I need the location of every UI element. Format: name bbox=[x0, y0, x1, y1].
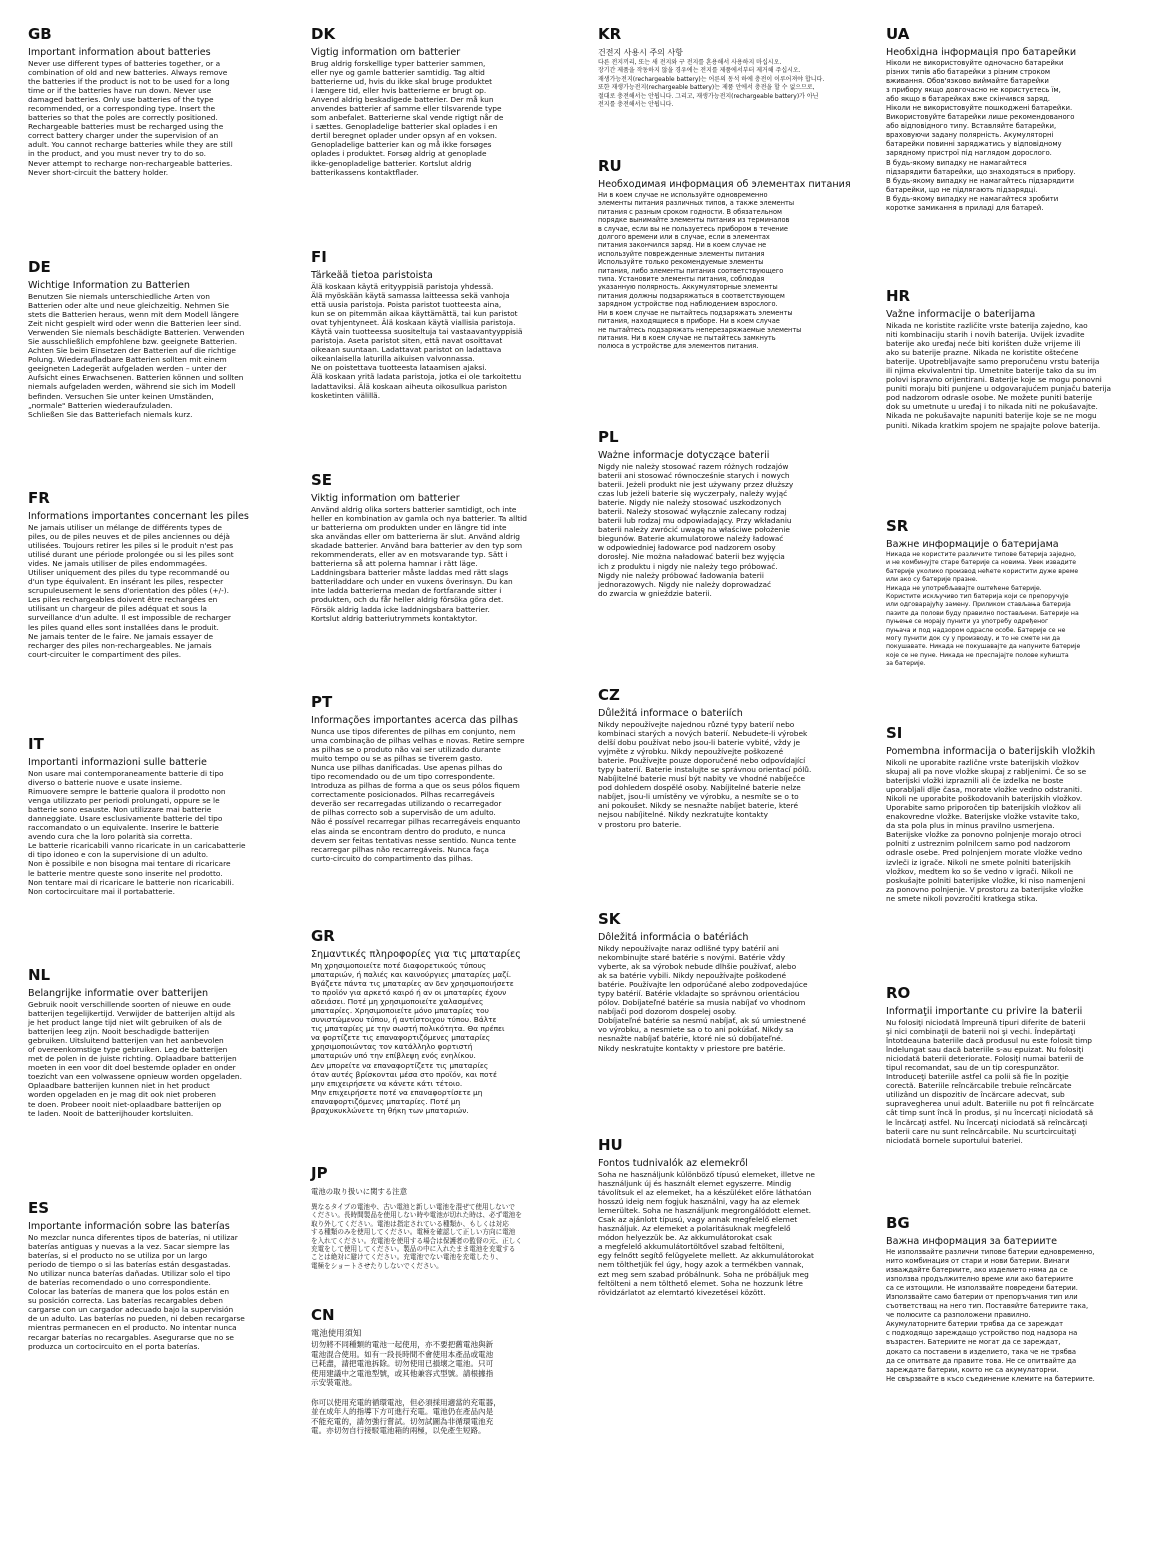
section-title: Važne informacije o baterijama bbox=[886, 309, 1036, 320]
section-it bbox=[28, 736, 246, 896]
section-body: Soha ne használjunk különböző típusú elemeket, illetve ne használjunk új és használt elemet egyszerre. Mindig távolítsuk el az elemeket, ha a készüléket előre láthatóan hosszú ideig nem fogjuk használni, vagy ha az elemek lemerültek. Soha ne használjunk megrongálódott elemet. Csak az ajánlott típusú, vagy annak megfelelő elemet használjuk. Az elemeket a polaritásuknak megfelelő módon helyezzük be. Az akkumulátorokat csak a megfelelő akkumulátortöltővel szabad feltölteni, egy felnőtt segítő felügyelete mellett. Az akkumulátorokat nem tölthetjük fel úgy, hogy azok a termékben vannak, ezt meg sem szabad próbálnunk. Soha ne próbáljuk meg feltölteni a nem tölthető elemet. Soha ne hozzunk létre rövidzárlatot az elemtartó kivezetései között. bbox=[598, 1170, 815, 1297]
language-code: PL bbox=[598, 428, 619, 446]
language-code: SE bbox=[311, 471, 333, 489]
section-title: Informações importantes acerca das pilhas bbox=[311, 715, 518, 726]
section-body: No mezclar nunca diferentes tipos de baterías, ni utilizar baterías antiguas y nuevas a la vez. Sacar siempre las baterías, si el producto no se utiliza por un largo periodo de tiempo o si las baterías están desgastadas. No utilizar nunca baterías dañadas. Utilizar solo el tipo de baterías recomendado o uno correspondiente. Colocar las baterías de manera que los polos están en su posición correcta. Las baterías recargables deben cargarse con un cargador adecuado bajo la supervisión de un adulto. Las baterías no pueden, ni deben recargarse mientras permanecen en el producto. No intentar nunca recargar baterías no recargables. Asegurarse que no se produzca un cortocircuito en el porta baterías. bbox=[28, 1233, 245, 1351]
section-title: Importanti informazioni sulle batterie bbox=[28, 757, 207, 768]
language-code: SK bbox=[598, 910, 621, 928]
language-code: PT bbox=[311, 693, 333, 711]
section-bg bbox=[886, 1215, 1095, 1384]
language-code: SR bbox=[886, 517, 909, 535]
section-body: Nikdy nepoužívajte naraz odlišné typy batérií ani nekombinujte staré batérie s novými. Batérie vždy vyberte, ak sa výrobok nebude dlhšie používať, alebo ak sa batérie vybili. Nikdy nepoužívajte poškodené batérie. Používajte len odporúčané alebo zodpovedajúce typy batérií. Batérie vkladajte so správnou orientáciou pólov. Dobíjateľné batérie sa musia nabíjať vo vhodnom nabíjači pod dozorom dospelej osoby. Dobíjateľné batérie sa nesmú nabíjať, ak sú umiestnené vo výrobku, a nesmiete sa o to ani pokúšať. Nikdy sa nesnažte nabíjať batérie, ktoré nie sú dobíjateľné. Nikdy neskratujte kontakty v priestore pre batérie. bbox=[598, 944, 808, 1053]
section-gb bbox=[28, 26, 233, 177]
section-nl bbox=[28, 967, 242, 1118]
column-1 bbox=[28, 0, 290, 1565]
section-title: Важна информация за батериите bbox=[886, 1236, 1058, 1247]
section-dk bbox=[311, 26, 503, 177]
language-code: KR bbox=[598, 25, 622, 43]
section-body: Nikoli ne uporabite različne vrste baterijskih vložkov skupaj ali pa nove vložke skupaj z rabljenimi. Če so se baterijski vložki izpraznili ali če izdelka ne boste uporabljali dlje časa, morate vložke vedno odstraniti. Nikoli ne uporabite poškodovanih baterijskih vložkov. Uporabite samo priporočen tip baterijskih vložkov ali enakovredne vložke. Baterijske vložke vstavite tako, da sta pola plus in minus pravilno usmerjena. Baterijske vložke za ponovno polnjenje morajo otroci polniti z ustreznim polnilcem samo pod nadzorom odrasle osebe. Pred polnjenjem morate vložke vedno izvleči iz igrače. Nikoli ne smete polniti baterijskih vložkov, medtem ko so še vedno v igrači. Nikoli ne poskušajte polniti baterijske vložke, ki niso namenjeni za ponovno polnjenje. V prostoru za baterijske vložke ne smete nikoli povzročiti kratkega stika. bbox=[886, 758, 1087, 903]
section-title: Σημαντικές πληροφορίες για τις μπαταρίες bbox=[311, 949, 521, 960]
section-pt bbox=[311, 694, 525, 863]
section-body: Nikdy nepoužívejte najednou různé typy baterií nebo kombinaci starých a nových baterií. Nebudete-li výrobek delší dobu používat nebo jsou-li baterie vybité, vždy je vyjměte z výrobku. Nikdy nepoužívejte poškozené baterie. Používejte pouze doporučené nebo odpovídající typy baterií. Baterie instalujte se správnou orientací pólů. Nabíjitelné baterie musí být nabity ve vhodné nabíječce pod dohledem dospělé osoby. Nabíjitelné baterie nelze nabíjet, jsou-li umístěny ve výrobku, a nesmíte se o to ani pokoušet. Nikdy se nesnažte nabíjet baterie, které nejsou nabíjitelné. Nikdy nezkratujte kontakty v prostoru pro baterie. bbox=[598, 720, 812, 829]
section-body: Nikada ne koristite različite vrste baterija zajedno, kao niti kombinaciju starih i novih baterija. Uvijek izvadite baterije ako uređaj neće biti korišten duže vrijeme ili ako su baterije prazne. Nikada ne koristite oštećene baterije. Upotrebljavajte samo preporučenu vrstu baterija ili njima ekvivalentni tip. Umetnite baterije tako da su im polovi ispravno orijentirani. Baterije koje se mogu ponovni puniti moraju biti punjene u odgovarajućem punjaču baterija pod nadzorom odrasle osobe. Ne možete puniti baterije dok su umetnute u uređaj i to nikada niti ne pokušavajte. Nikada ne pokušavajte napuniti baterije koje se ne mogu puniti. Nikada kratkim spojem ne spajajte polove baterija. bbox=[886, 321, 1111, 430]
section-title: Viktig information om batterier bbox=[311, 493, 460, 504]
section-title: 電池使用須知 bbox=[311, 1328, 362, 1338]
section-body: Brug aldrig forskellige typer batterier sammen, eller nye og gamle batterier samtidig. Tag altid batterierne ud, hvis du ikke skal bruge produktet i længere tid, eller hvis batterierne er brugt op. Anvend aldrig beskadigede batterier. Der må kun anvendes batterier af samme eller tilsvarende type som anbefalet. Batterierne skal vende rigtigt når de i sættes. Genopladelige batterier skal oplades i en dertil beregnet oplader under opsyn af en voksen. Genopladelige batterier kan og må ikke forsøges oplades i produktet. Forsøg aldrig at genoplade ikke-genopladelige batterier. Kortslut aldrig batterikassens kontaktflader. bbox=[311, 59, 504, 177]
column-3 bbox=[598, 0, 860, 1565]
section-body: Не използвайте различни типове батерии едновременно, нито комбинация от стари и нови батерии. Винаги изваждайте батериите, ако изделието няма да се използва продължително време или ако батериите са се изтощили. Не използвайте повредени батерии. Използвайте само батерии от препоръчания тип или съответстващ на него тип. Поставяйте батериите така, че полюсите са разположени правилно. Акумулаторните батерии трябва да се зареждат с подходящо зареждащо устройство под надзора на възрастен. Батериите не могат да се зареждат, докато са поставени в изделието, така че не трябва да се опитвате да правите това. Не се опитвайте да зареждате батерии, които не са акумулаторни. Не свързвайте в късо съединение клемите на батериите. bbox=[886, 1248, 1095, 1383]
language-code: CN bbox=[311, 1306, 335, 1324]
section-title: 電池の取り扱いに関する注意 bbox=[311, 1187, 408, 1196]
language-code: NL bbox=[28, 966, 51, 984]
section-title: Dôležitá informácia o batériách bbox=[598, 932, 749, 943]
section-body: Μη χρησιμοποιείτε ποτέ διαφορετικούς τύπους μπαταριών, ή παλιές και καινούργιες μπαταρίες μαζί. Βγάζετε πάντα τις μπαταρίες αν δεν χρησιμοποιήσετε το προϊόν για αρκετό καιρό ή αν οι μπαταρίες έχουν αδειάσει. Ποτέ μη χρησιμοποιείτε χαλασμένες μπαταρίες. Χρησιμοποιείτε μόνο μπαταρίες του συνιστώμενου τύπου, ή αντίστοιχου τύπου. Βάλτε τις μπαταρίες με την σωστή πολικότητα. Θα πρέπει να φορτίζετε τις επαναφορτιζόμενες μπαταρίες χρησιμοποιώντας τον κατάλληλο φορτιστή μπαταριών υπό την επίβλεψη ενός ενηλίκου. Δεν μπορείτε να επαναφορτίζετε τις μπαταρίες όταν αυτές βρίσκονται μέσα στο προϊόν, και ποτέ μην επιχειρήσετε να κάνετε κάτι τέτοιο. Μην επιχειρήσετε ποτέ να επαναφορτίσετε μη επαναφορτιζόμενες μπαταρίες. Ποτέ μη βραχυκυκλώνετε τη θήκη των μπαταριών. bbox=[311, 961, 514, 1115]
section-pl bbox=[598, 429, 793, 598]
section-title: Fontos tudnivalók az elemekről bbox=[598, 1158, 748, 1169]
section-jp bbox=[311, 1165, 522, 1270]
language-code: RO bbox=[886, 984, 911, 1002]
section-body: Nu folosiţi niciodată împreună tipuri diferite de baterii şi nici combinaţii de baterii noi şi vechi. Îndepărtaţi întotdeauna bateriile dacă produsul nu este folosit timp îndelungat sau dacă bateriile s-au epuizat. Nu folosiţi niciodată baterii deteriorate. Folosiţi numai baterii de tipul recomandat, sau de un tip corespunzător. Introduceţi bateriile astfel ca polii să fie în poziţie corectă. Bateriile reîncărcabile trebuie reîncărcate utilizând un dispozitiv de încărcare adecvat, sub supravegherea unui adult. Bateriile nu pot fi reîncărcate cât timp sunt încă în produs, şi nu încercaţi niciodată să le încărcaţi astfel. Nu încercaţi niciodată să reîncărcaţi baterii care nu sunt reîncărcabile. Nu scurtcircuitaţi niciodată bornele suportului bateriei. bbox=[886, 1018, 1094, 1145]
section-body: Ни в коем случае не используйте одновременно элементы питания различных типов, а также элементы питания с разным сроком годности. В обязательном порядке вынимайте элементы питания из терминалов в случае, если вы не пользуетесь прибором в течение долгого времени или в случае, если в элементах питания закончился заряд. Ни в коем случае не используйте поврежденные элементы питания Используйте только рекомендуемые элементы питания, либо элементы питания соответствующего типа. Установите элементы питания, соблюдая указанную полярность. Аккумуляторные элементы питания должны подзаряжаться в соответствующем зарядном устройстве под наблюдением взрослого. Ни в коем случае не пытайтесь подзаряжать элементы питания, находящиеся в приборе. Ни в коем случае не пытайтесь подзаряжать неперезаряжаемые элементы питания. Ни в коем случае не пытайтесь замкнуть полюса в устройстве для элементов питания. bbox=[598, 191, 802, 351]
section-body: 切勿將不同種類的電池一起使用，亦不要把舊電池與新 電池混合使用。如有一段長時間不會使用本產品或電池 已耗盡，請把電池拆除。切勿使用已損壞之電池。只可 使用建議中之電池型號，或其他兼容式型號。請根據指 示安裝電池。 你可以使用充電的循環電池，但必須採用適當的充電器， 並在成年人的指導下方可進行充電。電池仍在產品內是 不能充電的，請勿強行嘗試。切勿試圖為非循環電池充 電。亦切勿自行接駁電池箱的兩極，以免產生短路。 bbox=[311, 1340, 501, 1436]
column-2 bbox=[311, 0, 573, 1565]
section-se bbox=[311, 472, 527, 623]
section-title: Importante información sobre las baterías bbox=[28, 1221, 230, 1232]
section-title: Tärkeää tietoa paristoista bbox=[311, 270, 433, 281]
section-title: Informations importantes concernant les piles bbox=[28, 511, 249, 522]
section-title: Важне информације о батеријама bbox=[886, 539, 1059, 550]
language-code: GR bbox=[311, 927, 335, 945]
section-body: Nigdy nie należy stosować razem różnych rodzajów baterii ani stosować równocześnie starych i nowych baterii. Jeżeli produkt nie jest używany przez dłuższy czas lub jeżeli baterie się wyczerpały, należy wyjąć baterie. Nigdy nie należy stosować uszkodzonych baterii. Należy stosować wyłącznie zalecany rodzaj baterii lub rodzaj mu odpowiadający. Przy wkładaniu baterii należy zwrócić uwagę na właściwe położenie biegunów. Baterie akumulatorowe należy ładować w odpowiedniej ładowarce pod nadzorem osoby dorosłej. Nie można naładować baterii bez wyjęcia ich z produktu i nigdy nie należy tego próbować. Nigdy nie należy próbować ładowania baterii jednorazowych. Nigdy nie należy doprowadzać do zwarcia w gnieździe baterii. bbox=[598, 462, 794, 598]
section-ro bbox=[886, 985, 1094, 1145]
section-body: Никада не користите различите типове батерија заједно, и не комбинујте старе батерије са новима. Увек извадите батерије уколико производ нећете користити дуже време или ако су батерије празне. Никада не употребљавајте оштећене батерије. Користите искључиво тип батерија који се препоручује или одговарајућу замену. Приликом стављања батерија пазите да полови буду правилно постављени. Батерије на пуњење се морају пунити уз употребу одређеног пуњача и под надзором одрасле особе. Батерије се не могу пунити док су у производу, и то не смете ни да покушавате. Никада не покушавајте да напуните батерије које се не пуне. Никада не преспајајте полове кућишта за батерије. bbox=[886, 551, 1081, 668]
section-hr bbox=[886, 288, 1111, 430]
section-fr bbox=[28, 490, 249, 659]
language-code: SI bbox=[886, 724, 903, 742]
section-kr bbox=[598, 26, 824, 109]
section-sr bbox=[886, 518, 1080, 669]
section-title: Informaţii importante cu privire la baterii bbox=[886, 1006, 1083, 1017]
section-fi bbox=[311, 249, 523, 400]
section-body: Nunca use tipos diferentes de pilhas em conjunto, nem uma combinação de pilhas velhas e novas. Retire sempre as pilhas se o produto não vai ser utilizado durante muito tempo ou se as pilhas se tiverem gasto. Nunca use pilhas danificadas. Use apenas pilhas do tipo recomendado ou de um tipo correspondente. Introduza as pilhas de forma a que os seus pólos fiquem correctamente posicionados. Pilhas recarregáveis deverão ser recarregadas utilizando o recarregador de pilhas correcto sob a supervisão de um adulto. Não é possível recarregar pilhas recarregáveis enquanto elas ainda se encontram dentro do produto, e nunca devem ser feitas tentativas nesse sentido. Nunca tente recarregar pilhas não recarregáveis. Nunca faça curto-circuito do compartimento das pilhas. bbox=[311, 727, 525, 863]
section-ru bbox=[598, 158, 851, 351]
section-title: Необходимая информация об элементах питания bbox=[598, 179, 851, 190]
section-cz bbox=[598, 687, 811, 829]
language-code: HU bbox=[598, 1136, 623, 1154]
language-code: ES bbox=[28, 1199, 50, 1217]
language-code: IT bbox=[28, 735, 44, 753]
language-code: JP bbox=[311, 1164, 328, 1182]
section-title: Pomembna informacija o baterijskih vložkih bbox=[886, 746, 1096, 757]
section-cn bbox=[311, 1307, 501, 1436]
language-code: FR bbox=[28, 489, 50, 507]
section-title: Belangrijke informatie over batterijen bbox=[28, 988, 209, 999]
section-body: 異なるタイプの電池や、古い電池と新しい電池を混ぜて使用しないで ください。長時間製品を使用しない時や電池が切れた時は、必ず電池を 取り外してください。電池は指定されている種類か、もしくは対応 する種類のみを使用してください。電極を確認して正しい方向に電池 を入れてください。充電池を使用する場合は保護者の監督の元、正しく 充電をして使用してください。製品の中に入れたまま電池を充電する ことは絶対に避けてください。充電池でない電池を充電したり、 電極をショートさせたりしないでください。 bbox=[311, 1203, 522, 1270]
section-es bbox=[28, 1200, 245, 1351]
language-code: FI bbox=[311, 248, 327, 266]
section-body: Benutzen Sie niemals unterschiedliche Arten von Batterien oder alte und neue gleichzeitig. Nehmen Sie stets die Batterien heraus, wenn mit dem Modell längere Zeit nicht gespielt wird oder wenn die Batterien leer sind. Verwenden Sie niemals beschädigte Batterien. Verwenden Sie ausschließlich empfohlene bzw. geeignete Batterien. Achten Sie beim Einsetzen der Batterien auf die richtige Polung. Wiederaufladbare Batterien sollten mit einem geeigneten Ladegerät aufgeladen werden – unter der Aufsicht eines Erwachsenen. Batterien können und sollten niemals aufgeladen werden, während sie sich im Modell befinden. Versuchen Sie unter keinen Umständen, „normale" Batterien wiederaufzuladen. Schließen Sie das Batteriefach niemals kurz. bbox=[28, 292, 245, 419]
section-title: 건전지 사용시 주의 사항 bbox=[598, 48, 683, 57]
language-code: BG bbox=[886, 1214, 910, 1232]
section-body: Använd aldrig olika sorters batterier samtidigt, och inte heller en kombination av gamla och nya batterier. Ta alltid ur batterierna om produkten under en längre tid inte ska användas eller om batterierna är slut. Använd aldrig skadade batterier. Använd bara batterier av den typ som rekommenderats, eller av en motsvarande typ. Sätt i batterierna så att polerna hamnar i rätt läge. Laddningsbara batterier måste laddas med rätt slags batteriladdare och under en vuxens överinsyn. Du kan inte ladda batterierna medan de fortfarande sitter i produkten, och du får heller aldrig försöka göra det. Försök aldrig ladda icke laddningsbara batterier. Kortslut aldrig batteriutrymmets kontaktytor. bbox=[311, 505, 527, 623]
section-body: Ніколи не використовуйте одночасно батарейки різних типів або батарейки з різним строком вживання. Обов'язково виймайте батарейки з прибору якщо довгочасно не користуєтесь їм, або якщо в батарейках вже скінчився заряд. Ніколи не використовуйте пошкоджені батарейки. Використовуйте батарейки лише рекомендованого або відповідного типу. Вставляйте батарейки, враховуючи задану полярність. Акумуляторні батарейки повинні заряджатись у відповідному зарядному пристрої під наглядом дорослого. В будь-якому випадку не намагайтеся підзарядити батарейки, що знаходяться в прибору. В будь-якому випадку не намагайтесь підзарядити батарейки, що не підлягають підзарядці. В будь-якому випадку не намагайтеся зробити коротке замикання в приладі для батарей. bbox=[886, 59, 1076, 212]
section-body: Ne jamais utiliser un mélange de différents types de piles, ou de piles neuves et de piles anciennes ou déjà utilisées. Toujours retirer les piles si le produit n'est pas utilisé durant une période prolongée ou si les piles sont vides. Ne jamais utiliser de piles endommagées. Utiliser uniquement des piles du type recommandé ou d'un type équivalent. En insérant les piles, respecter scrupuleusement le sens d'orientation des pôles (+/-). Les piles rechargeables doivent être rechargées en utilisant un chargeur de piles adéquat et sous la surveillance d'un adulte. Il est impossible de recharger les piles quand elles sont installées dans le produit. Ne jamais tenter de le faire. Ne jamais essayer de recharger des piles non-rechargeables. Ne jamais court-circuiter le compartiment des piles. bbox=[28, 523, 234, 659]
section-body: Non usare mai contemporaneamente batterie di tipo diverso o batterie nuove e usate insieme. Rimuovere sempre le batterie qualora il prodotto non venga utilizzato per periodi prolungati, oppure se le batterie sono esauste. Non utilizzare mai batterie danneggiate. Usare esclusivamente batterie del tipo raccomandato o un equivalente. Inserire le batterie avendo cura che la loro polarità sia corretta. Le batterie ricaricabili vanno ricaricate in un caricabatterie di tipo idoneo e con la supervisione di un adulto. Non è possibile e non bisogna mai tentare di ricaricare le batterie mentre queste sono inserite nel prodotto. Non tentare mai di ricaricare le batterie non ricaricabili. Non cortocircuitare mai il portabatterie. bbox=[28, 769, 246, 896]
section-body: Gebruik nooit verschillende soorten of nieuwe en oude batterijen tegelijkertijd. Verwijder de batterijen altijd als je het product lange tijd niet wilt gebruiken of als de batterijen leeg zijn. Nooit beschadigde batterijen gebruiken. Uitsluitend batterijen van het aanbevolen of overeenkomstige type gebruiken. Leg de batterijen met de polen in de juiste richting. Oplaadbare batterijen moeten in een voor dit doel bestemde oplader en onder toezicht van een volwassene opnieuw worden opgeladen. Oplaadbare batterijen kunnen niet in het product worden opgeladen en je mag dit ook niet proberen te doen. Probeer nooit niet-oplaadbare batterijen op te laden. Nooit de batterijhouder kortsluiten. bbox=[28, 1000, 242, 1118]
section-gr bbox=[311, 928, 521, 1115]
language-code: CZ bbox=[598, 686, 620, 704]
section-body: Älä koskaan käytä erityyppisiä paristoja yhdessä. Älä myöskään käytä samassa laitteessa sekä vanhoja että uusia paristoja. Poista paristot tuotteesta aina, kun se on pitemmän aikaa käyttämättä, tai kun paristot ovat tyhjentyneet. Älä koskaan käytä viallisia paristoja. Käytä vain tuotteessa suositeltuja tai vastaavantyyppisiä paristoja. Aseta paristot siten, että navat osoittavat oikeaan suuntaan. Ladattavat paristot on ladattava oikeanlaisella laturilla aikuisen valvonnassa. Ne on poistettava tuotteesta lataamisen ajaksi. Älä koskaan yritä ladata paristoja, jotka ei ole tarkoitettu ladattaviksi. Älä koskaan aiheuta oikosulkua pariston kosketinten välillä. bbox=[311, 282, 523, 400]
section-title: Ważne informacje dotyczące baterii bbox=[598, 450, 770, 461]
section-title: Důležitá informace o bateriích bbox=[598, 708, 743, 719]
section-si bbox=[886, 725, 1095, 903]
section-de bbox=[28, 259, 244, 419]
section-hu bbox=[598, 1137, 815, 1297]
language-code: DE bbox=[28, 258, 51, 276]
column-4 bbox=[886, 0, 1148, 1565]
section-ua bbox=[886, 26, 1076, 213]
section-title: Vigtig information om batterier bbox=[311, 47, 461, 58]
language-code: GB bbox=[28, 25, 52, 43]
section-title: Wichtige Information zu Batterien bbox=[28, 280, 190, 291]
language-code: RU bbox=[598, 157, 622, 175]
section-title: Необхідна інформація про батарейки bbox=[886, 47, 1077, 58]
language-code: UA bbox=[886, 25, 910, 43]
section-title: Important information about batteries bbox=[28, 47, 211, 58]
language-code: HR bbox=[886, 287, 911, 305]
section-body: Never use different types of batteries together, or a combination of old and new batteries. Always remove the batteries if the product is not to be used for a long time or if the batteries have run down. Never use damaged batteries. Only use batteries of the type recommended, or a corresponding type. Insert the batteries so that the poles are correctly positioned. Rechargeable batteries must be recharged using the correct battery charger under the supervision of an adult. You cannot recharge batteries while they are still in the product, and you must never try to do so. Never attempt to recharge non-rechargeable batteries. Never short-circuit the battery holder. bbox=[28, 59, 233, 177]
section-body: 다른 전지끼리, 또는 새 전지와 구 전지를 혼용해서 사용하지 마십시오. 장기간 제품을 작동하지 않을 경우에는 전지를 제품에서부터 제거해 주십시오. 재생가능전지(rechargeable battery)는 어른의 동석 하에 충전이 이루어져야 합니다. 또한 재생가능전지(rechargeable battery)는 제품 안에서 충전을 할 수 없으므로, 절대로 충전해서는 안됩니다. 그리고, 재생가능전지(rechargeable battery)가 아닌 전지를 충전해서는 안됩니다. bbox=[598, 59, 825, 109]
section-sk bbox=[598, 911, 808, 1053]
language-code: DK bbox=[311, 25, 336, 43]
